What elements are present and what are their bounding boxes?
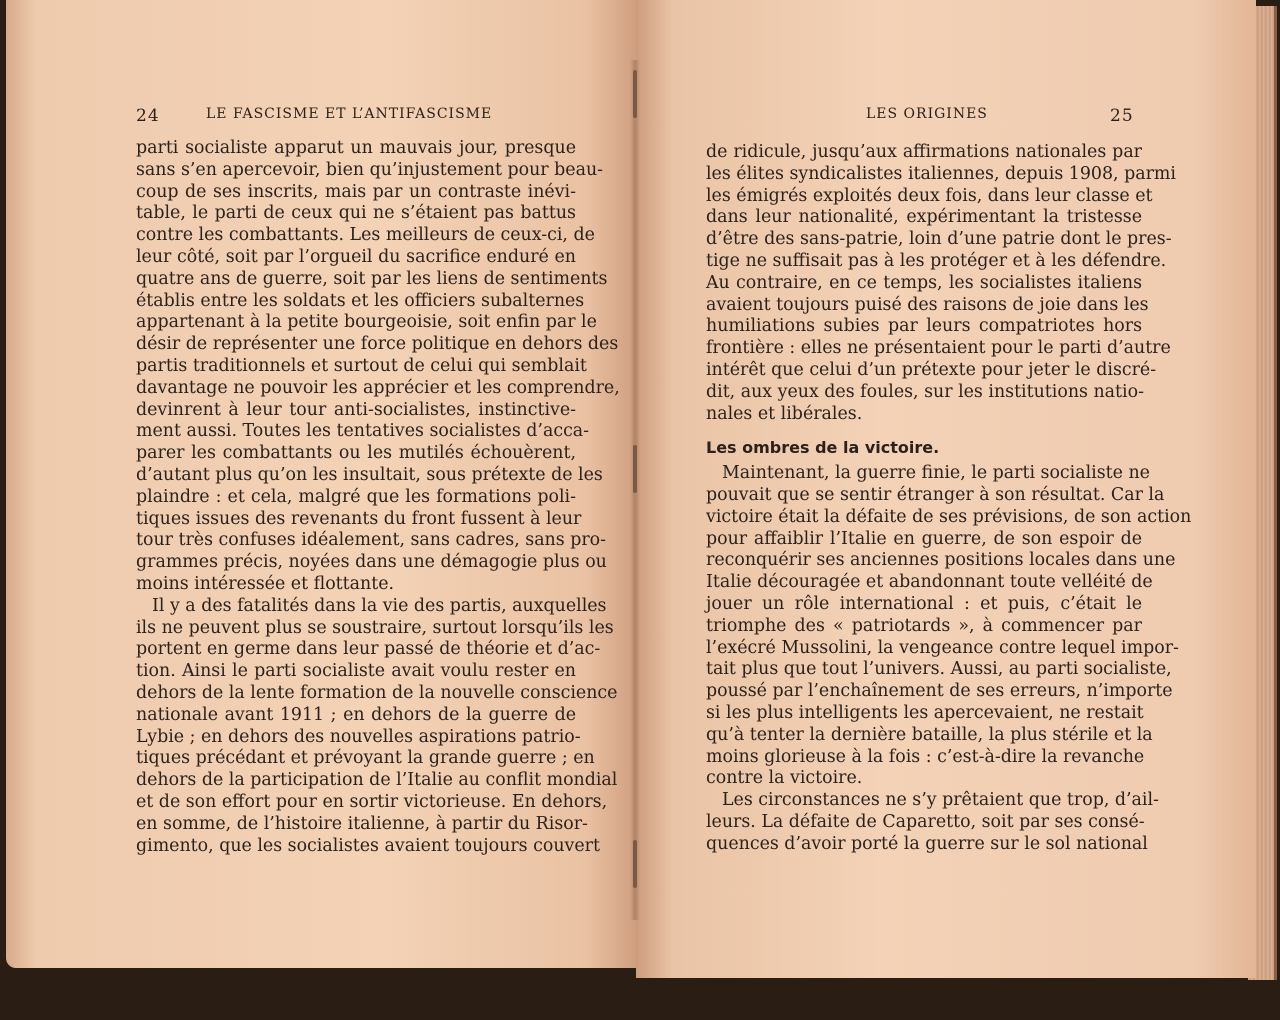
text-line: tiques issues des revenants du front fussent à leur: [136, 508, 582, 529]
text-line: devinrent à leur tour anti-socialistes, instinctive-: [136, 399, 576, 420]
text-line: dehors de la lente formation de la nouvelle conscience: [136, 682, 618, 703]
text-line: coup de ses inscrits, mais par un contraste inévi-: [136, 181, 576, 202]
text-line: nales et libérales.: [706, 403, 863, 424]
text-line: triomphe des « patriotards », à commencer par: [706, 615, 1142, 636]
text-line: d’être des sans-patrie, loin d’une patrie dont le pres-: [706, 229, 1172, 250]
text-line: Italie découragée et abandonnant toute velléité de: [706, 572, 1153, 593]
text-line: établis entre les soldats et les officiers subalternes: [136, 290, 585, 311]
right-page: [636, 0, 1256, 978]
text-line: désir de représenter une force politique en dehors des: [136, 334, 619, 355]
binding-stitch: [633, 840, 637, 888]
section-title: Les ombres de la victoire.: [706, 438, 940, 458]
text-line: parti socialiste apparut un mauvais jour, presque: [136, 138, 576, 158]
text-line: contre les combattants. Les meilleurs de ceux-ci, de: [136, 225, 595, 246]
text-line: quatre ans de guerre, soit par les liens de sentiments: [136, 268, 608, 289]
text-line: et de son effort pour en sortir victorieuse. En dehors,: [136, 791, 608, 812]
text-line: quences d’avoir porté la guerre sur le sol national: [706, 833, 1148, 854]
text-line: tion. Ainsi le parti socialiste avait voulu rester en: [136, 661, 576, 682]
running-head-right: LES ORIGINES: [866, 106, 988, 122]
text-line: tour très confuses idéalement, sans cadres, sans pro-: [136, 530, 607, 551]
text-line: tait plus que tout l’univers. Aussi, au parti socialiste,: [706, 659, 1172, 680]
page-number-left: 24: [136, 106, 160, 126]
text-line: avaient toujours puisé des raisons de joie dans les: [706, 294, 1149, 315]
text-line: Au contraire, en ce temps, les socialistes italiens: [706, 272, 1142, 293]
text-line: portent en germe dans leur passé de théorie et d’ac-: [136, 639, 601, 660]
text-line: pour affaiblir l’Italie en guerre, de son espoir de: [706, 528, 1142, 549]
text-line: tige ne suffisait pas à les protéger et à les défendre.: [706, 250, 1167, 271]
text-line: ils ne peuvent plus se soustraire, surtout lorsqu’ils les: [136, 617, 614, 638]
text-line: ment aussi. Toutes les tentatives socialistes d’acca-: [136, 421, 590, 442]
text-line: moins glorieuse à la fois : c’est-à-dire la revanche: [706, 746, 1145, 767]
text-line: frontière : elles ne présentaient pour le parti d’autre: [706, 338, 1171, 359]
text-line: en somme, de l’histoire italienne, à partir du Risor-: [136, 813, 588, 834]
text-line: jouer un rôle international : et puis, c’était le: [706, 593, 1142, 614]
text-line: pouvait que se sentir étranger à son résultat. Car la: [706, 484, 1165, 505]
text-line: leur côté, soit par l’orgueil du sacrifice enduré en: [136, 246, 576, 267]
text-line: dit, aux yeux des foules, sur les institutions natio-: [706, 381, 1144, 402]
text-line: intérêt que celui d’un prétexte pour jeter le discré-: [706, 359, 1157, 380]
binding-stitch: [633, 70, 637, 118]
text-line: Les circonstances ne s’y prêtaient que trop, d’ail-: [722, 790, 1159, 811]
text-line: victoire était la défaite de ses prévisions, de son action: [706, 506, 1192, 527]
text-line: parer les combattants ou les mutilés échouèrent,: [136, 443, 576, 464]
text-line: humiliations subies par leurs compatriotes hors: [706, 316, 1142, 337]
text-line: partis traditionnels et surtout de celui qui semblait: [136, 355, 587, 376]
text-line: grammes précis, noyées dans une démagogie plus ou: [136, 552, 607, 573]
binding-stitch: [633, 445, 637, 493]
text-line: contre la victoire.: [706, 768, 863, 789]
text-line: l’exécré Mussolini, la vengeance contre lequel impor-: [706, 637, 1179, 658]
text-line: les émigrés exploités deux fois, dans leur classe et: [706, 185, 1153, 206]
right-page-body: [706, 142, 1192, 856]
text-line: poussé par l’enchaînement de ses erreurs, n’importe: [706, 681, 1173, 702]
text-line: Lybie ; en dehors des nouvelles aspirations patrio-: [136, 726, 581, 747]
left-page-body: [136, 138, 620, 857]
running-head-left: LE FASCISME ET L’ANTIFASCISME: [206, 106, 493, 122]
text-line: de ridicule, jusqu’aux affirmations nationales par: [706, 142, 1142, 162]
text-line: moins intéressée et flottante.: [136, 573, 395, 594]
text-line: Maintenant, la guerre finie, le parti socialiste ne: [722, 463, 1150, 484]
text-line: Il y a des fatalités dans la vie des partis, auxquelles: [152, 595, 607, 616]
text-line: d’autant plus qu’on les insultait, sous prétexte de les: [136, 464, 603, 485]
text-line: dehors de la participation de l’Italie au conflit mondial: [136, 770, 618, 791]
text-line: leurs. La défaite de Caparetto, soit par ses consé-: [706, 811, 1145, 832]
left-page: [6, 0, 636, 968]
text-line: qu’à tenter la dernière bataille, la plus stérile et la: [706, 724, 1153, 745]
text-line: plaindre : et cela, malgré que les formations poli-: [136, 486, 576, 507]
text-line: table, le parti de ceux qui ne s’étaient pas battus: [136, 203, 576, 224]
text-line: sans s’en apercevoir, bien qu’injustement pour beau-: [136, 159, 604, 180]
text-line: tiques précédant et prévoyant la grande guerre ; en: [136, 748, 595, 769]
text-line: si les plus intelligents les apercevaient, ne restait: [706, 702, 1144, 723]
text-line: nationale avant 1911 ; en dehors de la guerre de: [136, 704, 576, 725]
text-line: gimento, que les socialistes avaient toujours couvert: [136, 835, 600, 856]
text-line: reconquérir ses anciennes positions locales dans une: [706, 550, 1176, 571]
right-paragraph-block-2: [706, 463, 1192, 855]
text-line: dans leur nationalité, expérimentant la tristesse: [706, 207, 1142, 228]
right-paragraph-block-1: [706, 142, 1176, 425]
text-line: les élites syndicalistes italiennes, depuis 1908, parmi: [706, 163, 1176, 184]
text-line: appartenant à la petite bourgeoisie, soit enfin par le: [136, 312, 597, 333]
text-line: davantage ne pouvoir les apprécier et les comprendre,: [136, 377, 620, 398]
page-number-right: 25: [1110, 106, 1134, 126]
